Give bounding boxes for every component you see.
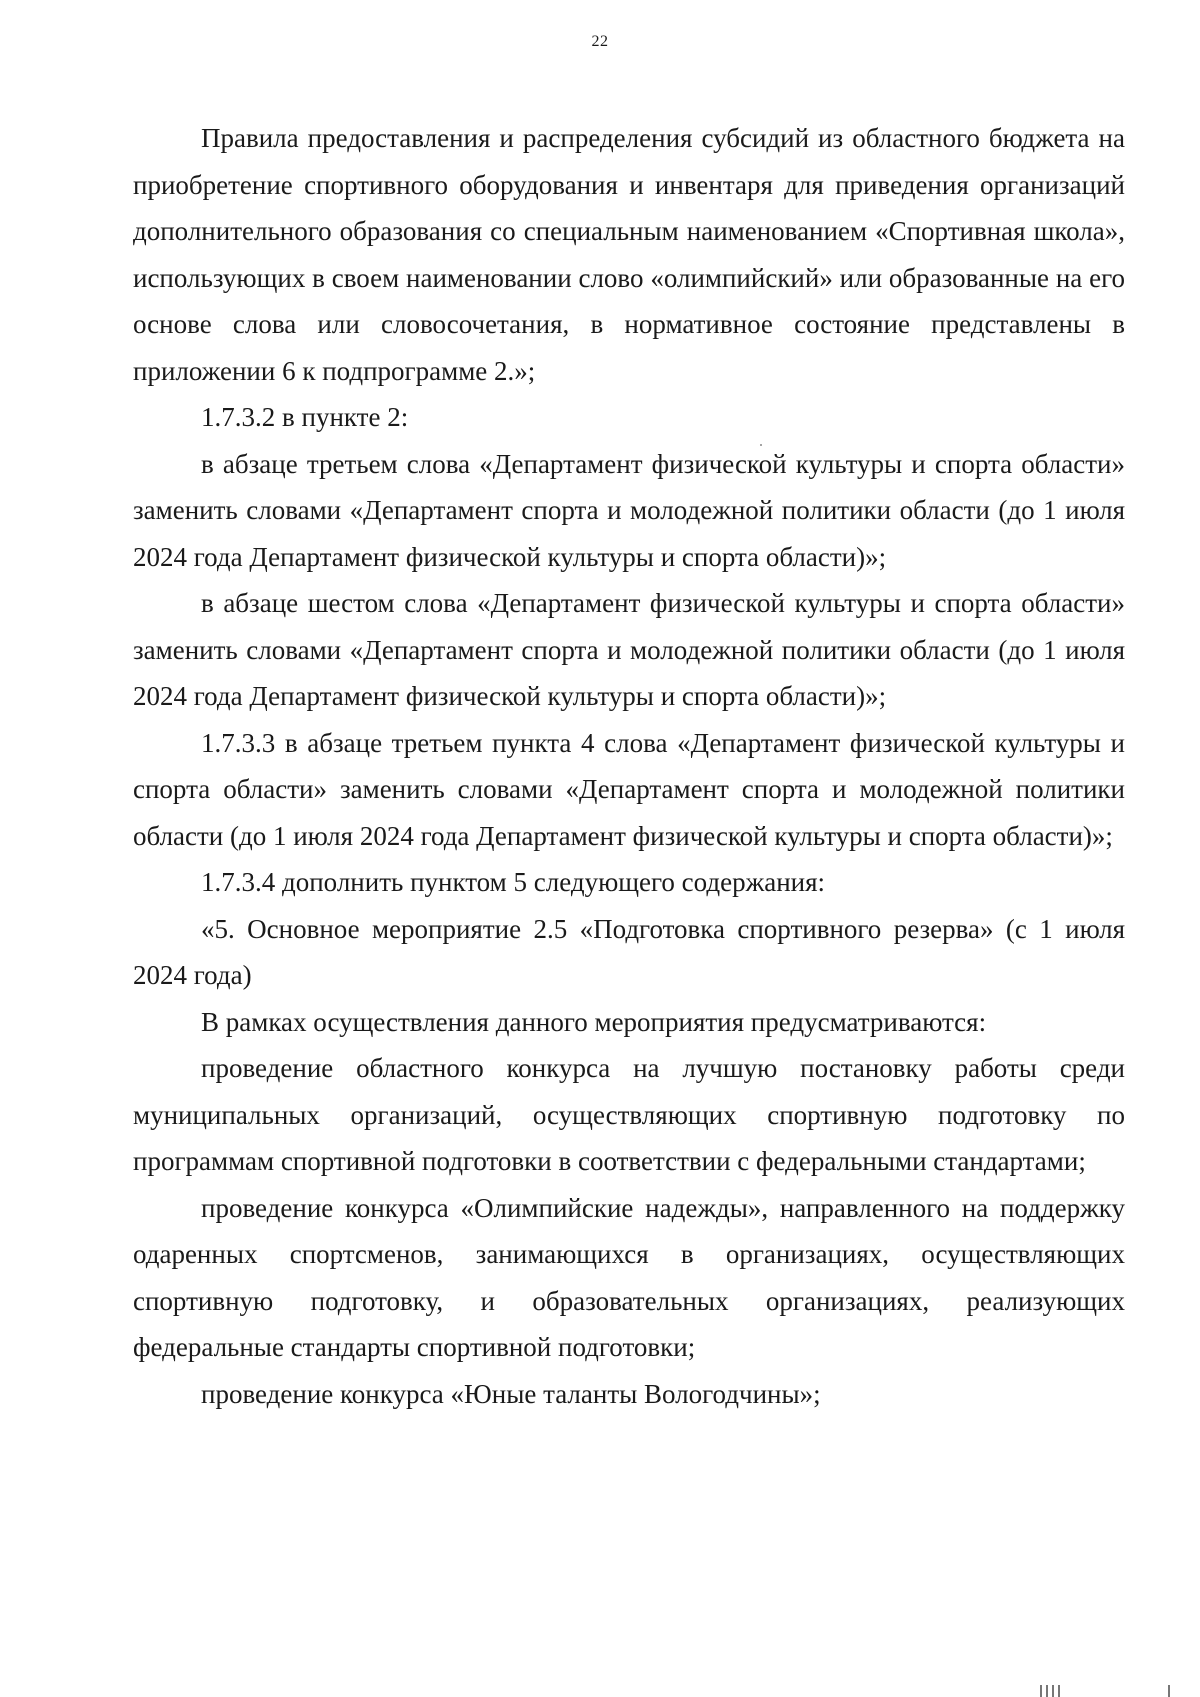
scan-edge-mark: [1040, 1685, 1042, 1697]
scan-edge-mark: [1168, 1685, 1170, 1697]
paragraph-main-event-2-5: «5. Основное мероприятие 2.5 «Подготовка спортивного резерва» (с 1 июля 2024 года): [133, 913, 1125, 990]
paragraph-rules-intro: Правила предоставления и распределения субсидий из областного бюджета на приобретение спортивного оборудования и инвентаря для приведения организаций дополнительного образования со специальным наименованием «Спортивная школа», использующих в своем наименовании слово «олимпийский» или образованные на его основе слова или словосочетания, в нормативное состояние представлены в приложении 6 к подпрограмме 2.»;: [133, 123, 1125, 386]
page-number: 22: [591, 33, 609, 50]
scan-edge-mark: [1046, 1685, 1048, 1697]
document-body: [133, 115, 1125, 1417]
paragraph-provisions-intro: В рамках осуществления данного мероприятия предусматриваются:: [201, 1006, 987, 1037]
paragraph-regional-contest: проведение областного конкурса на лучшую постановку работы среди муниципальных организаций, осуществляющих спортивную подготовку по программам спортивной подготовки в соответствии с федеральными стандартами;: [133, 1053, 1125, 1176]
paragraph-abzac-sixth: в абзаце шестом слова «Департамент физической культуры и спорта области» заменить словами «Департамент спорта и молодежной политики области (до 1 июля 2024 года Департамент физической культуры и спорта области)»;: [133, 588, 1125, 711]
paragraph-item-1-7-3-4: 1.7.3.4 дополнить пунктом 5 следующего содержания:: [201, 867, 826, 897]
scan-edge-mark: [1052, 1685, 1054, 1697]
paragraph-abzac-third: в абзаце третьем слова «Департамент физической культуры и спорта области» заменить словами «Департамент спорта и молодежной политики области (до 1 июля 2024 года Департамент физической культуры и спорта области)»;: [133, 448, 1125, 572]
paragraph-olympic-hopes: проведение конкурса «Олимпийские надежды», направленного на поддержку одаренных спортсменов, занимающихся в организациях, осуществляющих спортивную подготовку, и образовательных организациях, реализующих федеральные стандарты спортивной подготовки;: [133, 1192, 1125, 1362]
scan-edge-mark: [1058, 1685, 1060, 1697]
paragraph-item-1-7-3-2: 1.7.3.2 в пункте 2:: [201, 402, 409, 432]
paragraph-item-1-7-3-3: 1.7.3.3 в абзаце третьем пункта 4 слова «Департамент физической культуры и спорта области» заменить словами «Департамент спорта и молодежной политики области (до 1 июля 2024 года Департамент физической культуры и спорта области)»;: [133, 727, 1125, 851]
paragraph-young-talents: проведение конкурса «Юные таланты Вологодчины»;: [201, 1378, 821, 1409]
